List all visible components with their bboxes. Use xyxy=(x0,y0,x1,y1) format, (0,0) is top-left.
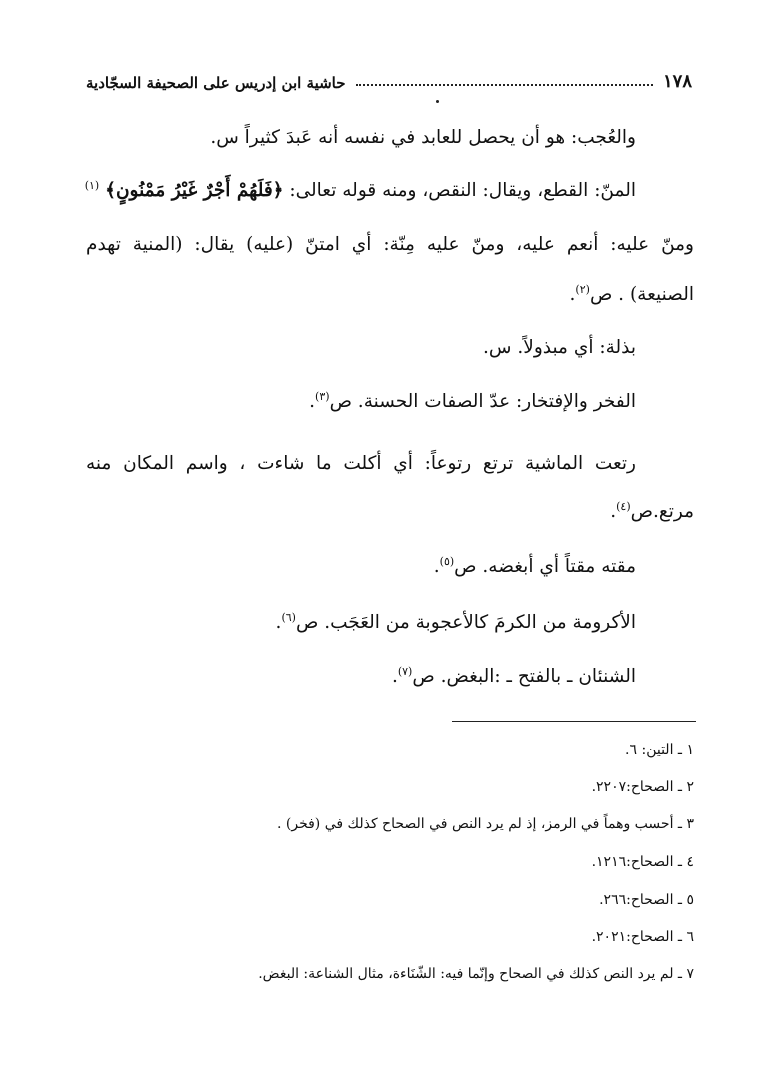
footnote-2: ٢ ـ الصحاح:٢٢٠٧. xyxy=(591,779,694,795)
entry-mann: المنّ: القطع، ويقال: النقص، ومنه قوله تعالى: ﴿فَلَهُمْ أَجْرٌ غَيْرُ مَمْنُونٍ﴾ $^{(١)}$ xyxy=(84,178,636,201)
footnote-ref-7: (٧) xyxy=(397,664,413,678)
entry-ukruma: الأكرومة من الكرمَ كالأعجوبة من العَجَب. ص$^{(٦)}$. xyxy=(275,610,636,633)
entry-maqt: مقته مقتاً أي أبغضه. ص$^{(٥)}$. xyxy=(433,554,636,577)
footnote-ref-2: (٢) xyxy=(575,282,590,296)
entry-ujb: والعُجب: هو أن يحصل للعابد في نفسه أنه عَبدَ كثيراً س. xyxy=(210,127,636,148)
footnote-1: ١ ـ التين: ٦. xyxy=(625,742,694,758)
entry-mann-end: الصنيعة) . ص$^{(٢)}$. xyxy=(569,282,694,305)
footnote-separator xyxy=(452,721,696,722)
header-leader-dots xyxy=(356,84,653,86)
running-header xyxy=(86,62,692,92)
entry-bidhla: بذلة: أي مبذولاً. س. xyxy=(483,337,636,358)
entry-fakhr: الفخر والإفتخار: عدّ الصفات الحسنة. ص$^{(٣)}$. xyxy=(309,389,636,412)
quran-quote: ﴿فَلَهُمْ أَجْرٌ غَيْرُ مَمْنُونٍ﴾ xyxy=(105,180,284,201)
entry-rataat-end: مرتع.ص$^{(٤)}$. xyxy=(610,499,694,522)
page-number: ١٧٨ xyxy=(662,71,692,92)
footnote-5: ٥ ـ الصحاح:٢٦٦. xyxy=(599,892,694,908)
ink-dot xyxy=(436,100,439,103)
footnote-3: ٣ ـ أحسب وهماً في الرمز، إذ لم يرد النص في الصحاح كذلك في (فخر) . xyxy=(276,816,694,832)
entry-shanaan: الشنئان ـ بالفتح ـ :البغض. ص$^{(٧)}$. xyxy=(391,664,636,687)
footnote-6: ٦ ـ الصحاح:٢٠٢١. xyxy=(591,929,694,945)
footnote-7: ٧ ـ لم يرد النص كذلك في الصحاح وإنّما فيه: الشّنَاءة، مثال الشناعة: البغض. xyxy=(258,966,694,982)
footnote-4: ٤ ـ الصحاح:١٢١٦. xyxy=(591,854,694,870)
footnote-ref-6: (٦) xyxy=(281,610,296,624)
entry-mann-cont: ومنّ عليه: أنعم عليه، ومنّ عليه مِنّة: أي امتنّ (عليه) يقال: (المنية تهدم xyxy=(86,234,694,255)
footnote-ref-5: (٥) xyxy=(439,554,455,568)
footnote-ref-3: (٣) xyxy=(315,389,330,403)
header-title: حاشية ابن إدريس على الصحيفة السجّادية xyxy=(86,74,346,92)
footnote-ref-1: (١) xyxy=(84,178,100,192)
footnote-ref-4: (٤) xyxy=(616,499,631,513)
entry-rataat: رتعت الماشية ترتع رتوعاً: أي أكلت ما شاءت ، واسم المكان منه xyxy=(86,453,636,474)
